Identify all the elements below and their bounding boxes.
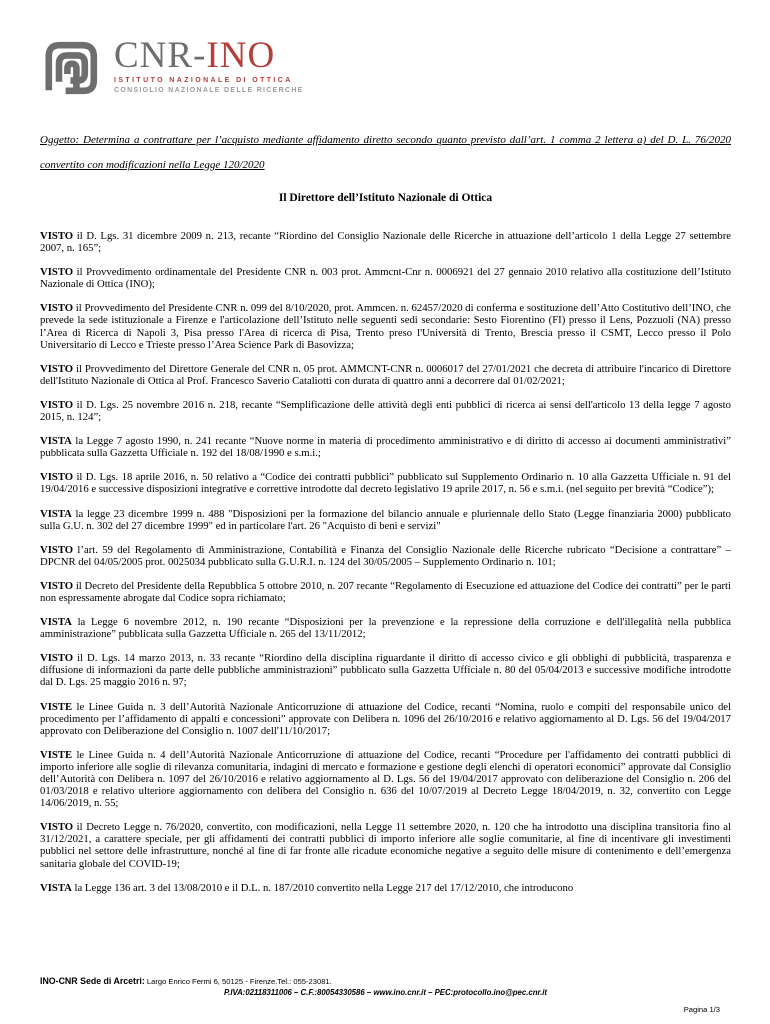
footer-office-label: INO-CNR Sede di Arcetri: [40, 976, 145, 986]
paragraph-lead-word: VISTA [40, 507, 72, 520]
paragraph-lead-word: VISTO [40, 266, 74, 279]
document-subject: Oggetto: Determina a contrattare per l’acquisto mediante affidamento diretto secondo quanto previsto dall’art. 1 comma 2 lettera a) del D. L. 76/2020 convertito con modificazioni nella Legge 120/2020 [40, 134, 731, 171]
paragraph-lead-word: VISTE [40, 700, 73, 713]
logo-wordmark [114, 35, 304, 76]
document-paragraph: VISTA la Legge 6 novembre 2012, n. 190 recante “Disposizioni per la prevenzione e la repressione della corruzione e dell'illegalità nella pubblica amministrazione” pubblicata sulla Gazzetta Ufficiale n. 265 del 13/11/2012; [40, 616, 731, 641]
document-paragraph: VISTO il D. Lgs. 18 aprile 2016, n. 50 relativo a “Codice dei contratti pubblici” pubblicato sul Supplemento Ordinario n. 10 alla Gazzetta Ufficiale n. 91 del 19/04/2016 e successive disposizioni integrative e correttive introdotte dal decreto legislativo 19 aprile 2017, n. 56 e s.m.i. (nel seguito per brevità “Codice”); [40, 471, 731, 496]
paragraph-lead-word: VISTO [40, 302, 74, 315]
paragraph-lead-word: VISTE [40, 748, 73, 761]
cnr-logo-icon [40, 38, 102, 98]
paragraph-lead-word: VISTO [40, 362, 74, 375]
logo-subtitle-istituto: ISTITUTO NAZIONALE DI OTTICA [114, 77, 293, 84]
document-paragraph: VISTO il Provvedimento ordinamentale del Presidente CNR n. 003 prot. Ammcnt-Cnr n. 0006921 del 27 gennaio 2010 relativo alla costituzione dell’Istituto Nazionale di Ottica (INO); [40, 266, 731, 291]
paragraph-lead-word: VISTO [40, 543, 74, 556]
paragraph-lead-word: VISTO [40, 579, 74, 592]
paragraph-lead-word: VISTA [40, 881, 72, 894]
document-paragraph: VISTE le Linee Guida n. 4 dell’Autorità Nazionale Anticorruzione di attuazione del Codice, recanti “Procedure per l'affidamento dei contratti pubblici di importo inferiore alle soglie di rilevanza comunitaria, indagini di mercato e formazione e gestione degli elenchi di operatori economici” approvate dal Consiglio dell’Autorità con Delibera n. 1097 del 26/10/2016 e relativo aggiornamento al D. Lgs. 56 del 19/04/2017 approvato con deliberazione del Consiglio n. 206 del 01/03/2018 e relativo ulteriore aggiornamento con delibera del Consiglio n. 636 del 10/07/2019 al Decreto Legge 18/04/2019, n. 32, convertito con Legge 14/06/2019, n. 55; [40, 748, 731, 810]
document-paragraph: VISTO il Provvedimento del Direttore Generale del CNR n. 05 prot. AMMCNT-CNR n. 0006017 del 27/01/2021 che decreta di attribuire l'incarico di Direttore dell'Istituto Nazionale di Ottica al Prof. Francesco Saverio Cataliotti con durata di quattro anni a decorrere dal 01/02/2021; [40, 362, 731, 387]
logo-wordmark-cnr: CNR- [114, 35, 207, 76]
document-heading: Il Direttore dell’Istituto Nazionale di Ottica [278, 192, 493, 204]
paragraph-lead-word: VISTA [40, 616, 72, 629]
footer-address: Largo Enrico Fermi 6, 50125 - Firenze.Tel.: 055-23081. [146, 977, 332, 986]
footer-address-line [40, 977, 731, 986]
paragraph-lead-word: VISTO [40, 398, 74, 411]
logo-wordmark-ino: INO [206, 35, 276, 76]
document-paragraph: VISTA la Legge 7 agosto 1990, n. 241 recante “Nuove norme in materia di procedimento amministrativo e di diritto di accesso ai documenti amministrativi” pubblicata sulla Gazzetta Ufficiale n. 192 del 18/08/1990 e s.m.i.; [40, 435, 731, 460]
document-paragraph: VISTO il D. Lgs. 25 novembre 2016 n. 218, recante “Semplificazione delle attività degli enti pubblici di ricerca ai sensi dell'articolo 13 della legge 7 agosto 2015, n. 124”; [40, 398, 731, 424]
document-paragraph: VISTO l’art. 59 del Regolamento di Amministrazione, Contabilità e Finanza del Consiglio Nazionale delle Ricerche rubricato “Decisione a contrattare” – DPCNR del 04/05/2005 prot. 0025034 pubblicato sulla G.U.R.I. n. 124 del 30/05/2005 – Supplemento Ordinario n. 101; [40, 543, 731, 568]
page-number: Pagina 1/3 [683, 1005, 720, 1014]
paragraph-lead-word: VISTO [40, 471, 74, 484]
logo-text-block [114, 35, 304, 94]
cnr-ino-logo [40, 35, 731, 102]
document-paragraph: VISTO il D. Lgs. 31 dicembre 2009 n. 213, recante “Riordino del Consiglio Nazionale delle Ricerche in attuazione dell’articolo 1 della Legge 27 settembre 2007, n. 165”; [40, 230, 731, 255]
document-paragraph: VISTE le Linee Guida n. 3 dell’Autorità Nazionale Anticorruzione di attuazione del Codice, recanti “Nomina, ruolo e compiti del responsabile unico del procedimento per l’affidamento di appalti e concessioni” approvate con Delibera n. 1096 del 26/10/2016 e relativo aggiornamento al D. Lgs. 56 del 19/04/2017 approvato con Deliberazione del Consiglio n. 1007 dell'11/10/2017; [40, 700, 731, 737]
paragraph-lead-word: VISTO [40, 652, 74, 665]
document-paragraph: VISTO il Decreto del Presidente della Repubblica 5 ottobre 2010, n. 207 recante “Regolamento di Esecuzione ed attuazione del Codice dei contratti” per le parti non espressamente abrogate dal Codice sopra richiamato; [40, 579, 731, 604]
paragraph-lead-word: VISTO [40, 821, 74, 834]
document-paragraph: VISTO il Decreto Legge n. 76/2020, convertito, con modificazioni, nella Legge 11 settembre 2020, n. 120 che ha introdotto una disciplina transitoria fino al 31/12/2021, a carattere speciale, per gli affidamenti dei contratti pubblici di importo inferiore alle soglie comunitarie, al fine di incentivare gli investimenti pubblici nel settore delle infrastrutture, nonché al fine di far fronte alle ricadute economiche negative a seguito delle misure di contenimento e dell’emergenza sanitaria globale del COVID-19; [40, 821, 731, 870]
document-paragraph: VISTA la legge 23 dicembre 1999 n. 488 "Disposizioni per la formazione del bilancio annuale e pluriennale dello Stato (Legge finanziaria 2000) pubblicato sulla G.U. n. 302 del 27 dicembre 1999" ed in particolare l'art. 26 "Acquisto di beni e servizi" [40, 507, 731, 532]
document-paragraph: VISTO il D. Lgs. 14 marzo 2013, n. 33 recante “Riordino della disciplina riguardante il diritto di accesso civico e gli obblighi di pubblicità, trasparenza e diffusione di informazioni da parte delle pubbliche amministrazioni” pubblicato sulla Gazzetta Ufficiale n. 80 del 05/04/2013 e successive modifiche introdotte dal D. Lgs. 25 maggio 2016 n. 97; [40, 652, 731, 689]
paragraph-lead-word: VISTA [40, 435, 72, 448]
document-paragraph: VISTO il Provvedimento del Presidente CNR n. 099 del 8/10/2020, prot. Ammcen. n. 62457/2020 di conferma e sostituzione dell’Atto Costitutivo dell’INO, che prevede la sede istituzionale a Firenze e l'articolazione dell’Istituto nelle seguenti sedi secondarie: Sesto Fiorentino (FI) presso il Lens, Pozzuoli (NA) presso l’Area di Ricerca di Napoli 3, Pisa presso l'Area di ricerca di Pisa, Trento preso l'Università di Trento, Brescia presso il CSMT, Lecco presso il Polo Universitario di Lecco e Trieste presso l’Area Science Park di Basovizza; [40, 302, 731, 351]
logo-subtitle-consiglio: CONSIGLIO NAZIONALE DELLE RICERCHE [114, 86, 304, 94]
paragraph-lead-word: VISTO [40, 230, 74, 242]
document-paragraph: VISTA la Legge 136 art. 3 del 13/08/2010 e il D.L. n. 187/2010 convertito nella Legge 217 del 17/12/2010, che introducono [40, 881, 574, 894]
document-paragraphs [40, 230, 731, 894]
page-footer [40, 977, 731, 1014]
footer-fiscal-line: P.IVA:02118311006 – C.F.:80054330586 – www.ino.cnr.it – PEC:protocollo.ino@pec.cnr.it [223, 988, 548, 997]
